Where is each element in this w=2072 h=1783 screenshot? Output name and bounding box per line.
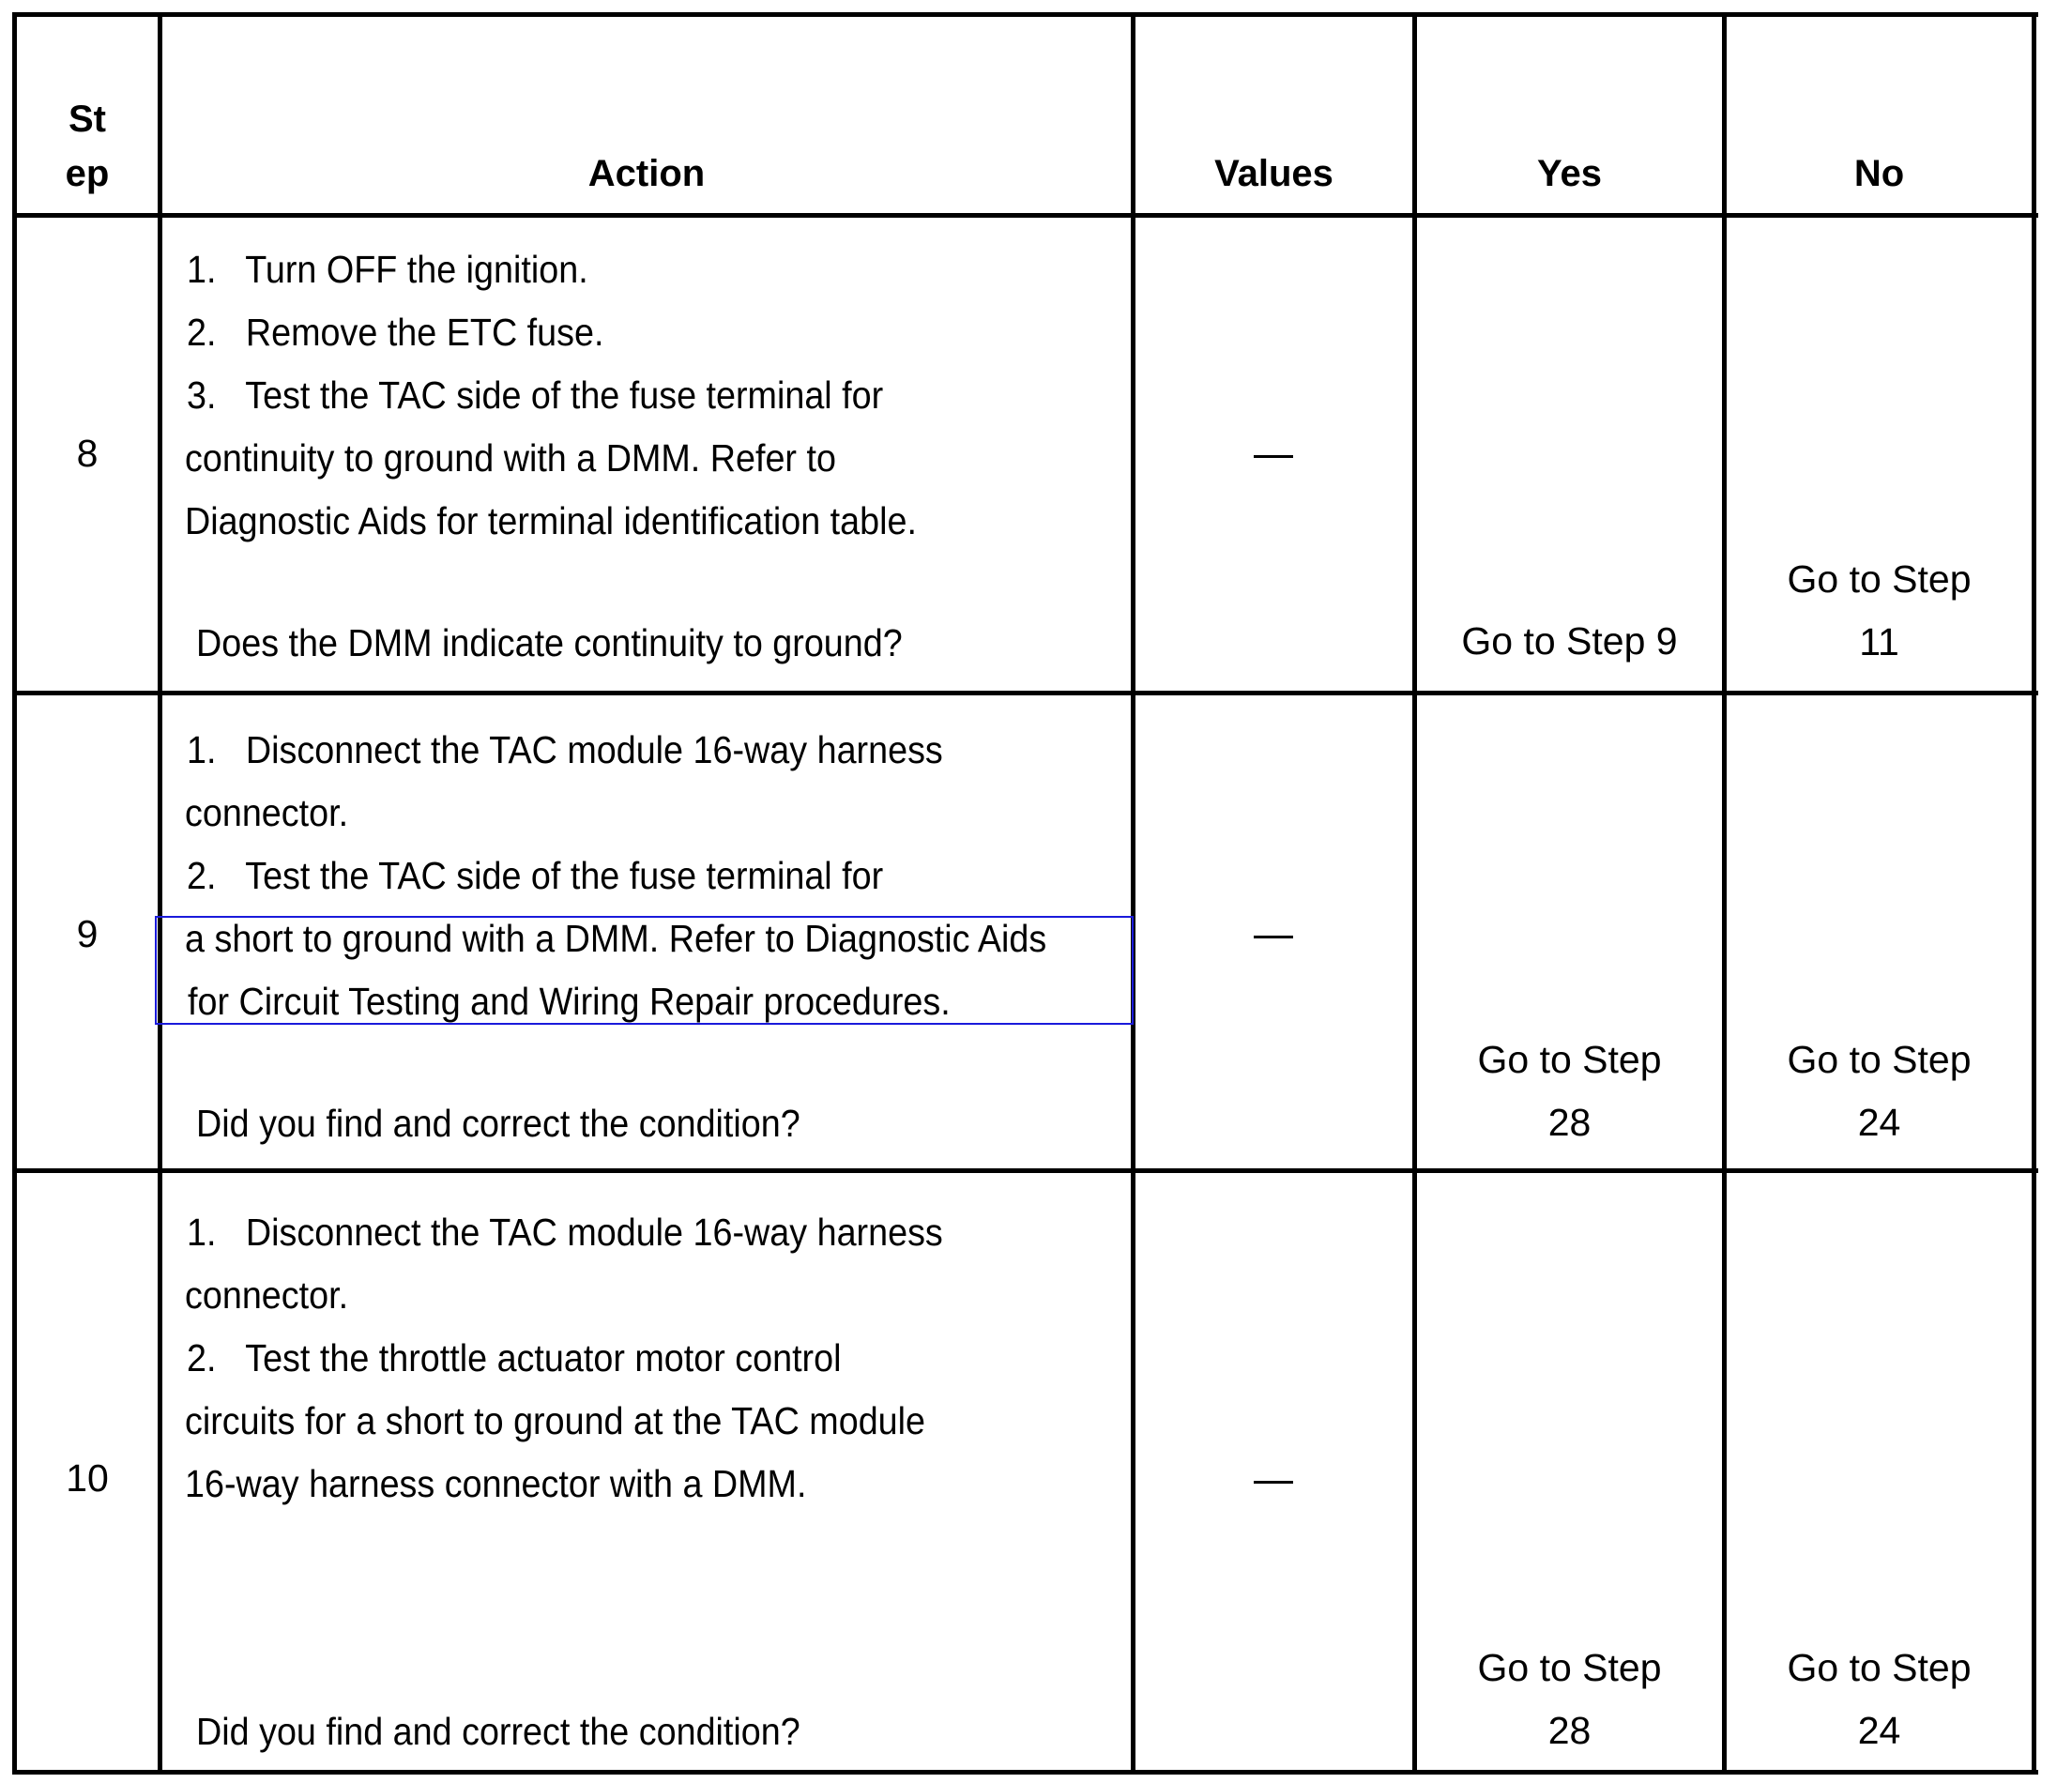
no-outcome-line[interactable]: Go to Step <box>1787 1646 1972 1689</box>
action-line: connector. <box>185 1273 349 1317</box>
action-line: connector. <box>185 791 349 834</box>
header-step-line1: St <box>69 99 106 140</box>
action-line: 1. Disconnect the TAC module 16-way harness <box>187 1211 943 1254</box>
action-line: continuity to ground with a DMM. Refer to <box>185 436 836 480</box>
row-divider-8-9 <box>14 691 2038 695</box>
action-question: Did you find and correct the condition? <box>196 1710 800 1753</box>
table-border-left <box>12 12 17 1775</box>
yes-outcome-step[interactable]: 28 <box>1547 1709 1592 1752</box>
col-divider-step-action <box>158 12 162 1775</box>
yes-outcome-line[interactable]: Go to Step <box>1477 1038 1662 1081</box>
action-line: a short to ground with a DMM. Refer to Diagnostic Aids <box>185 917 1047 960</box>
action-line: 3. Test the TAC side of the fuse terminal for <box>187 373 884 417</box>
no-outcome <box>1727 1029 2032 1154</box>
header-action: Action <box>587 153 706 194</box>
action-question: Did you find and correct the condition? <box>196 1102 800 1145</box>
table-border-top <box>14 12 2038 17</box>
action-line: for Circuit Testing and Wiring Repair procedures. <box>188 980 951 1023</box>
col-divider-yes-no <box>1722 12 1727 1775</box>
action-line: 2. Test the throttle actuator motor control <box>187 1336 842 1379</box>
col-divider-action-values <box>1131 12 1135 1775</box>
yes-outcome <box>1417 610 1722 673</box>
values-empty-dash <box>1254 455 1293 458</box>
table-border-bottom <box>14 1770 2038 1775</box>
yes-outcome <box>1417 1637 1722 1762</box>
yes-outcome <box>1417 1029 1722 1154</box>
header-values: Values <box>1214 153 1333 194</box>
values-empty-dash <box>1254 1481 1293 1484</box>
yes-outcome-line[interactable]: Go to Step <box>1477 1646 1662 1689</box>
no-outcome-step[interactable]: 24 <box>1857 1101 1901 1144</box>
row-divider-9-10 <box>14 1168 2038 1173</box>
action-line: circuits for a short to ground at the TAC module <box>185 1399 926 1442</box>
no-outcome-step[interactable]: 24 <box>1857 1709 1901 1752</box>
action-line: 1. Disconnect the TAC module 16-way harness <box>187 728 943 771</box>
step-number: 10 <box>66 1456 109 1500</box>
yes-outcome-line[interactable]: Go to Step 9 <box>1461 619 1678 663</box>
action-line: 2. Test the TAC side of the fuse terminal for <box>187 854 884 897</box>
action-question: Does the DMM indicate continuity to ground? <box>196 621 903 664</box>
no-outcome-line[interactable]: Go to Step <box>1787 1038 1972 1081</box>
col-divider-values-yes <box>1412 12 1417 1775</box>
step-number: 8 <box>76 432 99 475</box>
table-border-right <box>2032 12 2036 1775</box>
action-line: 16-way harness connector with a DMM. <box>185 1462 807 1505</box>
no-outcome-step[interactable]: 11 <box>1859 620 1899 663</box>
action-line: 1. Turn OFF the ignition. <box>187 248 588 291</box>
no-outcome-line[interactable]: Go to Step <box>1787 557 1972 601</box>
step-number: 9 <box>76 912 99 955</box>
header-divider <box>14 213 2038 218</box>
no-outcome <box>1727 1637 2032 1762</box>
action-line: 2. Remove the ETC fuse. <box>187 311 604 354</box>
no-outcome <box>1727 548 2032 674</box>
values-empty-dash <box>1254 936 1293 938</box>
yes-outcome-step[interactable]: 28 <box>1547 1101 1592 1144</box>
header-step-line2: ep <box>65 153 110 194</box>
selection-highlight-box <box>155 916 1134 1025</box>
header-step <box>17 92 158 201</box>
header-no: No <box>1853 153 1905 194</box>
header-yes: Yes <box>1537 153 1602 194</box>
action-line: Diagnostic Aids for terminal identification table. <box>185 499 917 542</box>
